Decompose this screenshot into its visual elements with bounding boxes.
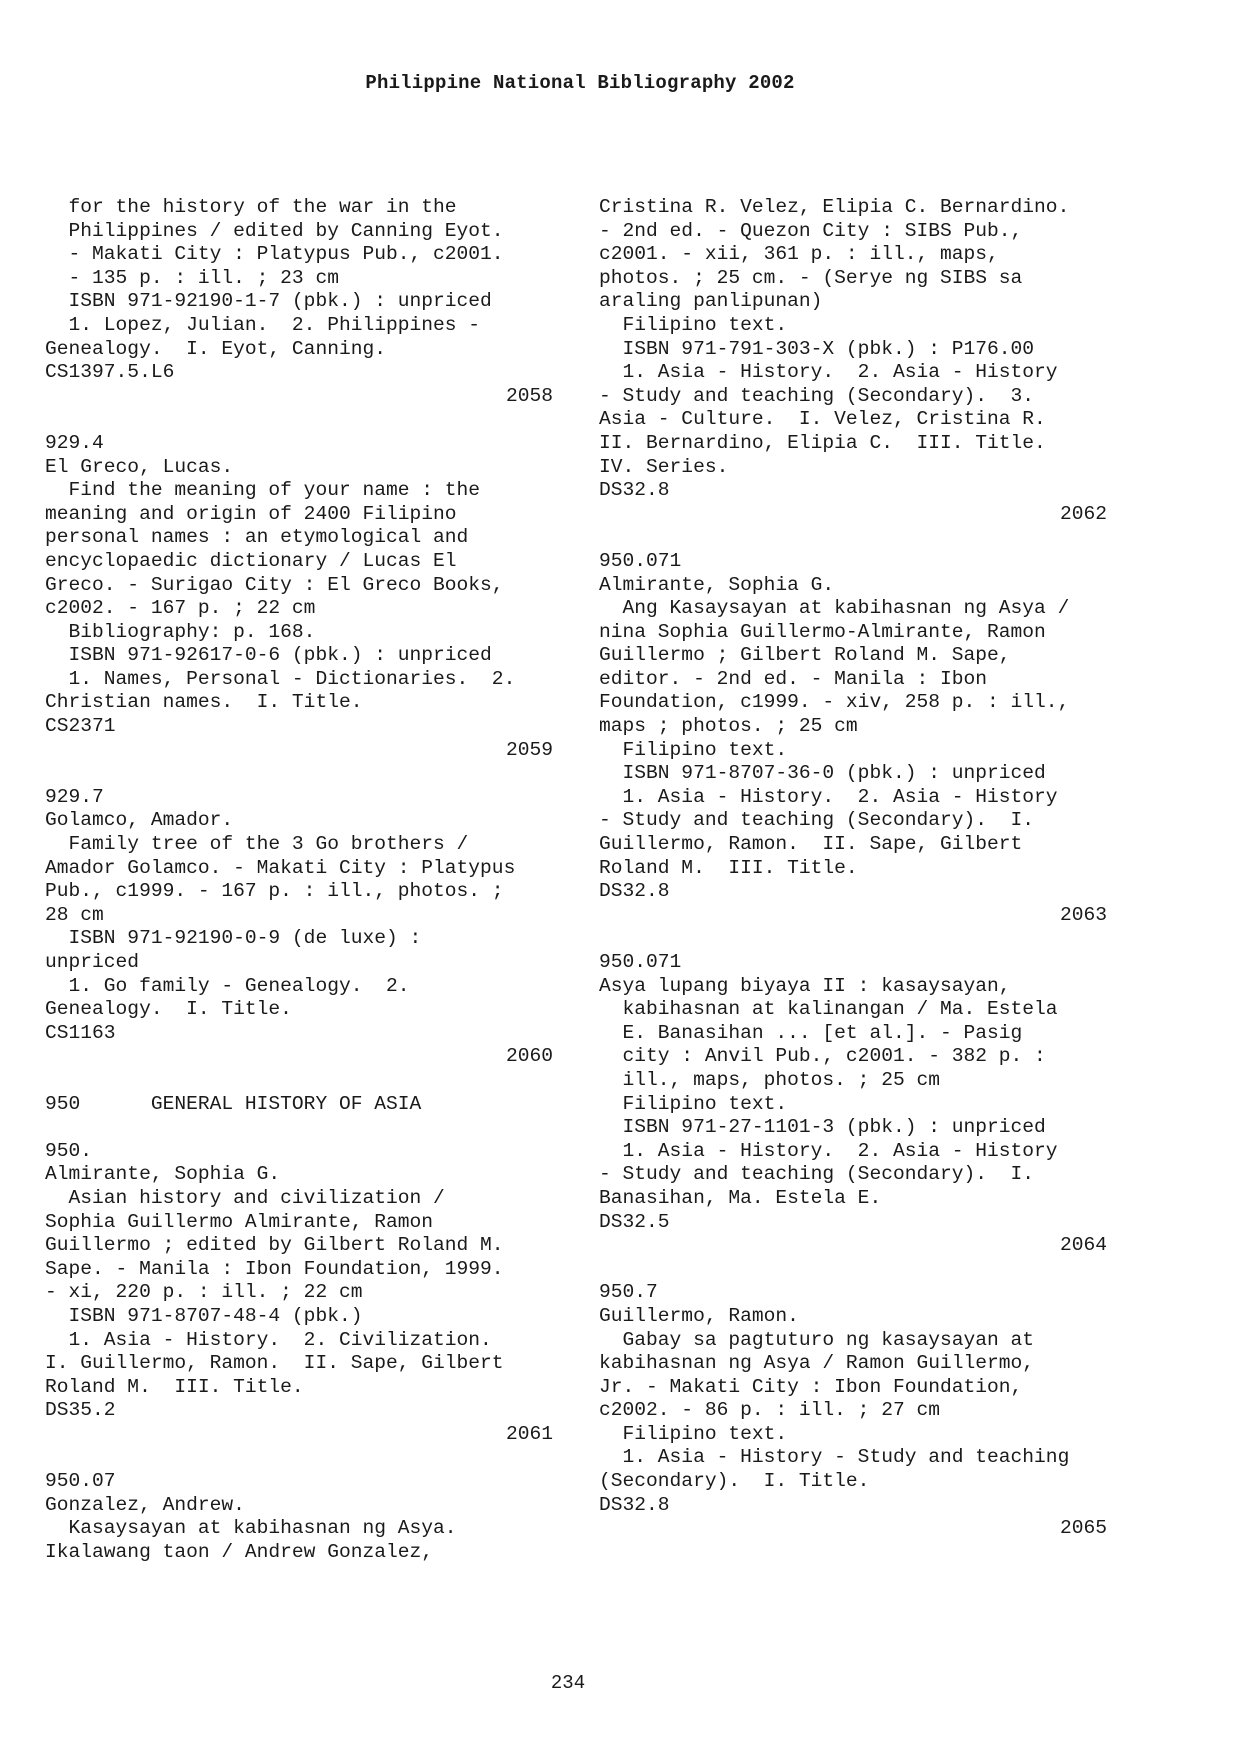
entry-line: encyclopaedic dictionary / Lucas El: [45, 549, 457, 572]
entry-line: - 135 p. : ill. ; 23 cm: [45, 266, 339, 289]
entry-line: nina Sophia Guillermo-Almirante, Ramon: [599, 620, 1046, 643]
entry-line: 950.07: [45, 1470, 116, 1493]
spacer: [45, 762, 555, 786]
entry-line: Genealogy. I. Eyot, Canning.: [45, 337, 386, 360]
entry-line: for the history of the war in the: [45, 196, 457, 218]
entry-number: 2063: [1059, 903, 1107, 926]
entry-line: Asian history and civilization /: [45, 1186, 445, 1209]
entry-line: Filipino text.: [599, 738, 788, 761]
entry-line: Cristina R. Velez, Elipia C. Bernardino.: [599, 196, 1070, 218]
entry-line: 950.7: [599, 1281, 658, 1304]
entry-line: Roland M. III. Title.: [45, 1375, 304, 1398]
entry-line: photos. ; 25 cm. - (Serye ng SIBS sa: [599, 266, 1023, 289]
entry-line: El Greco, Lucas.: [45, 455, 234, 478]
entry-line: DS32.5: [599, 1210, 670, 1233]
entry-line: Greco. - Surigao City : El Greco Books,: [45, 573, 504, 596]
entry-line: - 2nd ed. - Quezon City : SIBS Pub.,: [599, 219, 1023, 242]
entry-line: IV. Series.: [599, 455, 729, 478]
spacer: [599, 1258, 1109, 1282]
entry-line: Kasaysayan at kabihasnan ng Asya.: [45, 1517, 457, 1540]
entry-line: Amador Golamco. - Makati City : Platypus: [45, 856, 516, 879]
entry-line: city : Anvil Pub., c2001. - 382 p. :: [599, 1045, 1046, 1068]
entry-line: Family tree of the 3 Go brothers /: [45, 833, 469, 856]
spacer: [45, 1446, 555, 1470]
entry-line: 1. Go family - Genealogy. 2.: [45, 974, 410, 997]
entry-line: 1. Asia - History. 2. Asia - History: [599, 1139, 1058, 1162]
right-column: [599, 196, 1109, 1541]
entry-line: 1. Lopez, Julian. 2. Philippines -: [45, 313, 481, 336]
entry-line: Guillermo ; edited by Gilbert Roland M.: [45, 1234, 504, 1257]
page-number: 234: [550, 1672, 586, 1694]
entry-line: Foundation, c1999. - xiv, 258 p. : ill.,: [599, 691, 1070, 714]
entry-number: 2058: [505, 384, 553, 407]
entry-line: 1. Asia - History - Study and teaching: [599, 1446, 1070, 1469]
entry-line: Almirante, Sophia G.: [599, 573, 835, 596]
entry-line: ISBN 971-791-303-X (pbk.) : P176.00: [599, 337, 1035, 360]
entry-line: DS32.8: [599, 880, 670, 903]
spacer: [45, 1116, 555, 1140]
entry-line: DS32.8: [599, 479, 670, 502]
entry-line: 1. Asia - History. 2. Civilization.: [45, 1328, 492, 1351]
entry-line: Guillermo, Ramon.: [599, 1304, 799, 1327]
entry-line: Pub., c1999. - 167 p. : ill., photos. ;: [45, 880, 504, 903]
entry-line: - Study and teaching (Secondary). 3.: [599, 384, 1035, 407]
entry-line: Banasihan, Ma. Estela E.: [599, 1186, 882, 1209]
spacer: [599, 927, 1109, 951]
entry-line: Asya lupang biyaya II : kasaysayan,: [599, 974, 1011, 997]
entry-number: 2060: [505, 1045, 553, 1068]
entry-line: unpriced: [45, 951, 140, 973]
entry-line: - Makati City : Platypus Pub., c2001.: [45, 243, 504, 266]
entry-line: ISBN 971-8707-48-4 (pbk.): [45, 1304, 363, 1327]
entry-line: Guillermo ; Gilbert Roland M. Sape,: [599, 644, 1011, 667]
left-column: [45, 196, 555, 1564]
entry-line: 929.7: [45, 785, 104, 808]
entry-line: Sophia Guillermo Almirante, Ramon: [45, 1210, 434, 1233]
entry-line: 929.4: [45, 431, 104, 454]
entry-line: maps ; photos. ; 25 cm: [599, 715, 858, 738]
entry-line: 1. Asia - History. 2. Asia - History: [599, 361, 1058, 384]
page-title: Philippine National Bibliography 2002: [365, 72, 795, 94]
entry-line: 28 cm: [45, 903, 104, 926]
spacer: [45, 1069, 555, 1093]
entry-line: Find the meaning of your name : the: [45, 479, 481, 502]
entry-line: Christian names. I. Title.: [45, 691, 363, 714]
entry-line: editor. - 2nd ed. - Manila : Ibon: [599, 667, 988, 690]
entry-line: Ikalawang taon / Andrew Gonzalez,: [45, 1540, 434, 1563]
entry-line: meaning and origin of 2400 Filipino: [45, 502, 457, 525]
entry-line: E. Banasihan ... [et al.]. - Pasig: [599, 1021, 1023, 1044]
entry-line: Almirante, Sophia G.: [45, 1163, 281, 1186]
entry-line: Sape. - Manila : Ibon Foundation, 1999.: [45, 1257, 504, 1280]
entry-line: c2002. - 86 p. : ill. ; 27 cm: [599, 1399, 940, 1422]
entry-line: personal names : an etymological and: [45, 526, 469, 549]
entry-line: ISBN 971-92190-1-7 (pbk.) : unpriced: [45, 290, 492, 313]
entry-line: DS35.2: [45, 1399, 116, 1422]
entry-line: ISBN 971-92617-0-6 (pbk.) : unpriced: [45, 644, 492, 667]
entry-line: 1. Asia - History. 2. Asia - History: [599, 785, 1058, 808]
entry-number: 2061: [505, 1422, 553, 1445]
entry-line: Ang Kasaysayan at kabihasnan ng Asya /: [599, 597, 1070, 620]
entry-line: ISBN 971-92190-0-9 (de luxe) :: [45, 927, 422, 950]
entry-line: Philippines / edited by Canning Eyot.: [45, 219, 504, 242]
entry-number: 2062: [1059, 502, 1107, 525]
entry-line: - Study and teaching (Secondary). I.: [599, 809, 1035, 832]
spacer: [599, 526, 1109, 550]
entry-line: kabihasnan at kalinangan / Ma. Estela: [599, 998, 1058, 1021]
entry-line: ill., maps, photos. ; 25 cm: [599, 1068, 940, 1091]
spacer: [45, 408, 555, 432]
entry-line: I. Guillermo, Ramon. II. Sape, Gilbert: [45, 1352, 504, 1375]
entry-line: Golamco, Amador.: [45, 809, 234, 832]
entry-line: Genealogy. I. Title.: [45, 998, 292, 1021]
entry-number: 2064: [1059, 1234, 1107, 1257]
entry-line: 950.071: [599, 951, 682, 973]
entry-line: araling panlipunan): [599, 290, 823, 313]
entry-line: 950.071: [599, 549, 682, 572]
entry-line: kabihasnan ng Asya / Ramon Guillermo,: [599, 1352, 1035, 1375]
entry-line: CS1397.5.L6: [45, 361, 175, 384]
entry-line: Jr. - Makati City : Ibon Foundation,: [599, 1375, 1023, 1398]
entry-line: Filipino text.: [599, 1092, 788, 1115]
entry-line: Gabay sa pagtuturo ng kasaysayan at: [599, 1328, 1035, 1351]
entry-line: Guillermo, Ramon. II. Sape, Gilbert: [599, 833, 1023, 856]
entry-line: Filipino text.: [599, 1422, 788, 1445]
entry-line: - xi, 220 p. : ill. ; 22 cm: [45, 1281, 363, 1304]
entry-line: DS32.8: [599, 1493, 670, 1516]
entry-line: Bibliography: p. 168.: [45, 620, 316, 643]
entry-line: (Secondary). I. Title.: [599, 1470, 870, 1493]
entry-line: Roland M. III. Title.: [599, 856, 858, 879]
entry-line: c2001. - xii, 361 p. : ill., maps,: [599, 243, 999, 266]
entry-number: 2065: [1059, 1517, 1107, 1540]
entry-line: CS1163: [45, 1021, 116, 1044]
entry-line: 950.: [45, 1139, 93, 1162]
entry-line: ISBN 971-27-1101-3 (pbk.) : unpriced: [599, 1116, 1046, 1139]
entry-line: 950 GENERAL HISTORY OF ASIA: [45, 1092, 422, 1115]
entry-line: Gonzalez, Andrew.: [45, 1493, 245, 1516]
entry-line: c2002. - 167 p. ; 22 cm: [45, 597, 316, 620]
entry-line: ISBN 971-8707-36-0 (pbk.) : unpriced: [599, 762, 1046, 785]
entry-line: 1. Names, Personal - Dictionaries. 2.: [45, 667, 516, 690]
entry-line: Filipino text.: [599, 313, 788, 336]
entry-line: CS2371: [45, 715, 116, 738]
entry-line: - Study and teaching (Secondary). I.: [599, 1163, 1035, 1186]
entry-line: II. Bernardino, Elipia C. III. Title.: [599, 431, 1046, 454]
entry-number: 2059: [505, 738, 553, 761]
entry-line: Asia - Culture. I. Velez, Cristina R.: [599, 408, 1046, 431]
